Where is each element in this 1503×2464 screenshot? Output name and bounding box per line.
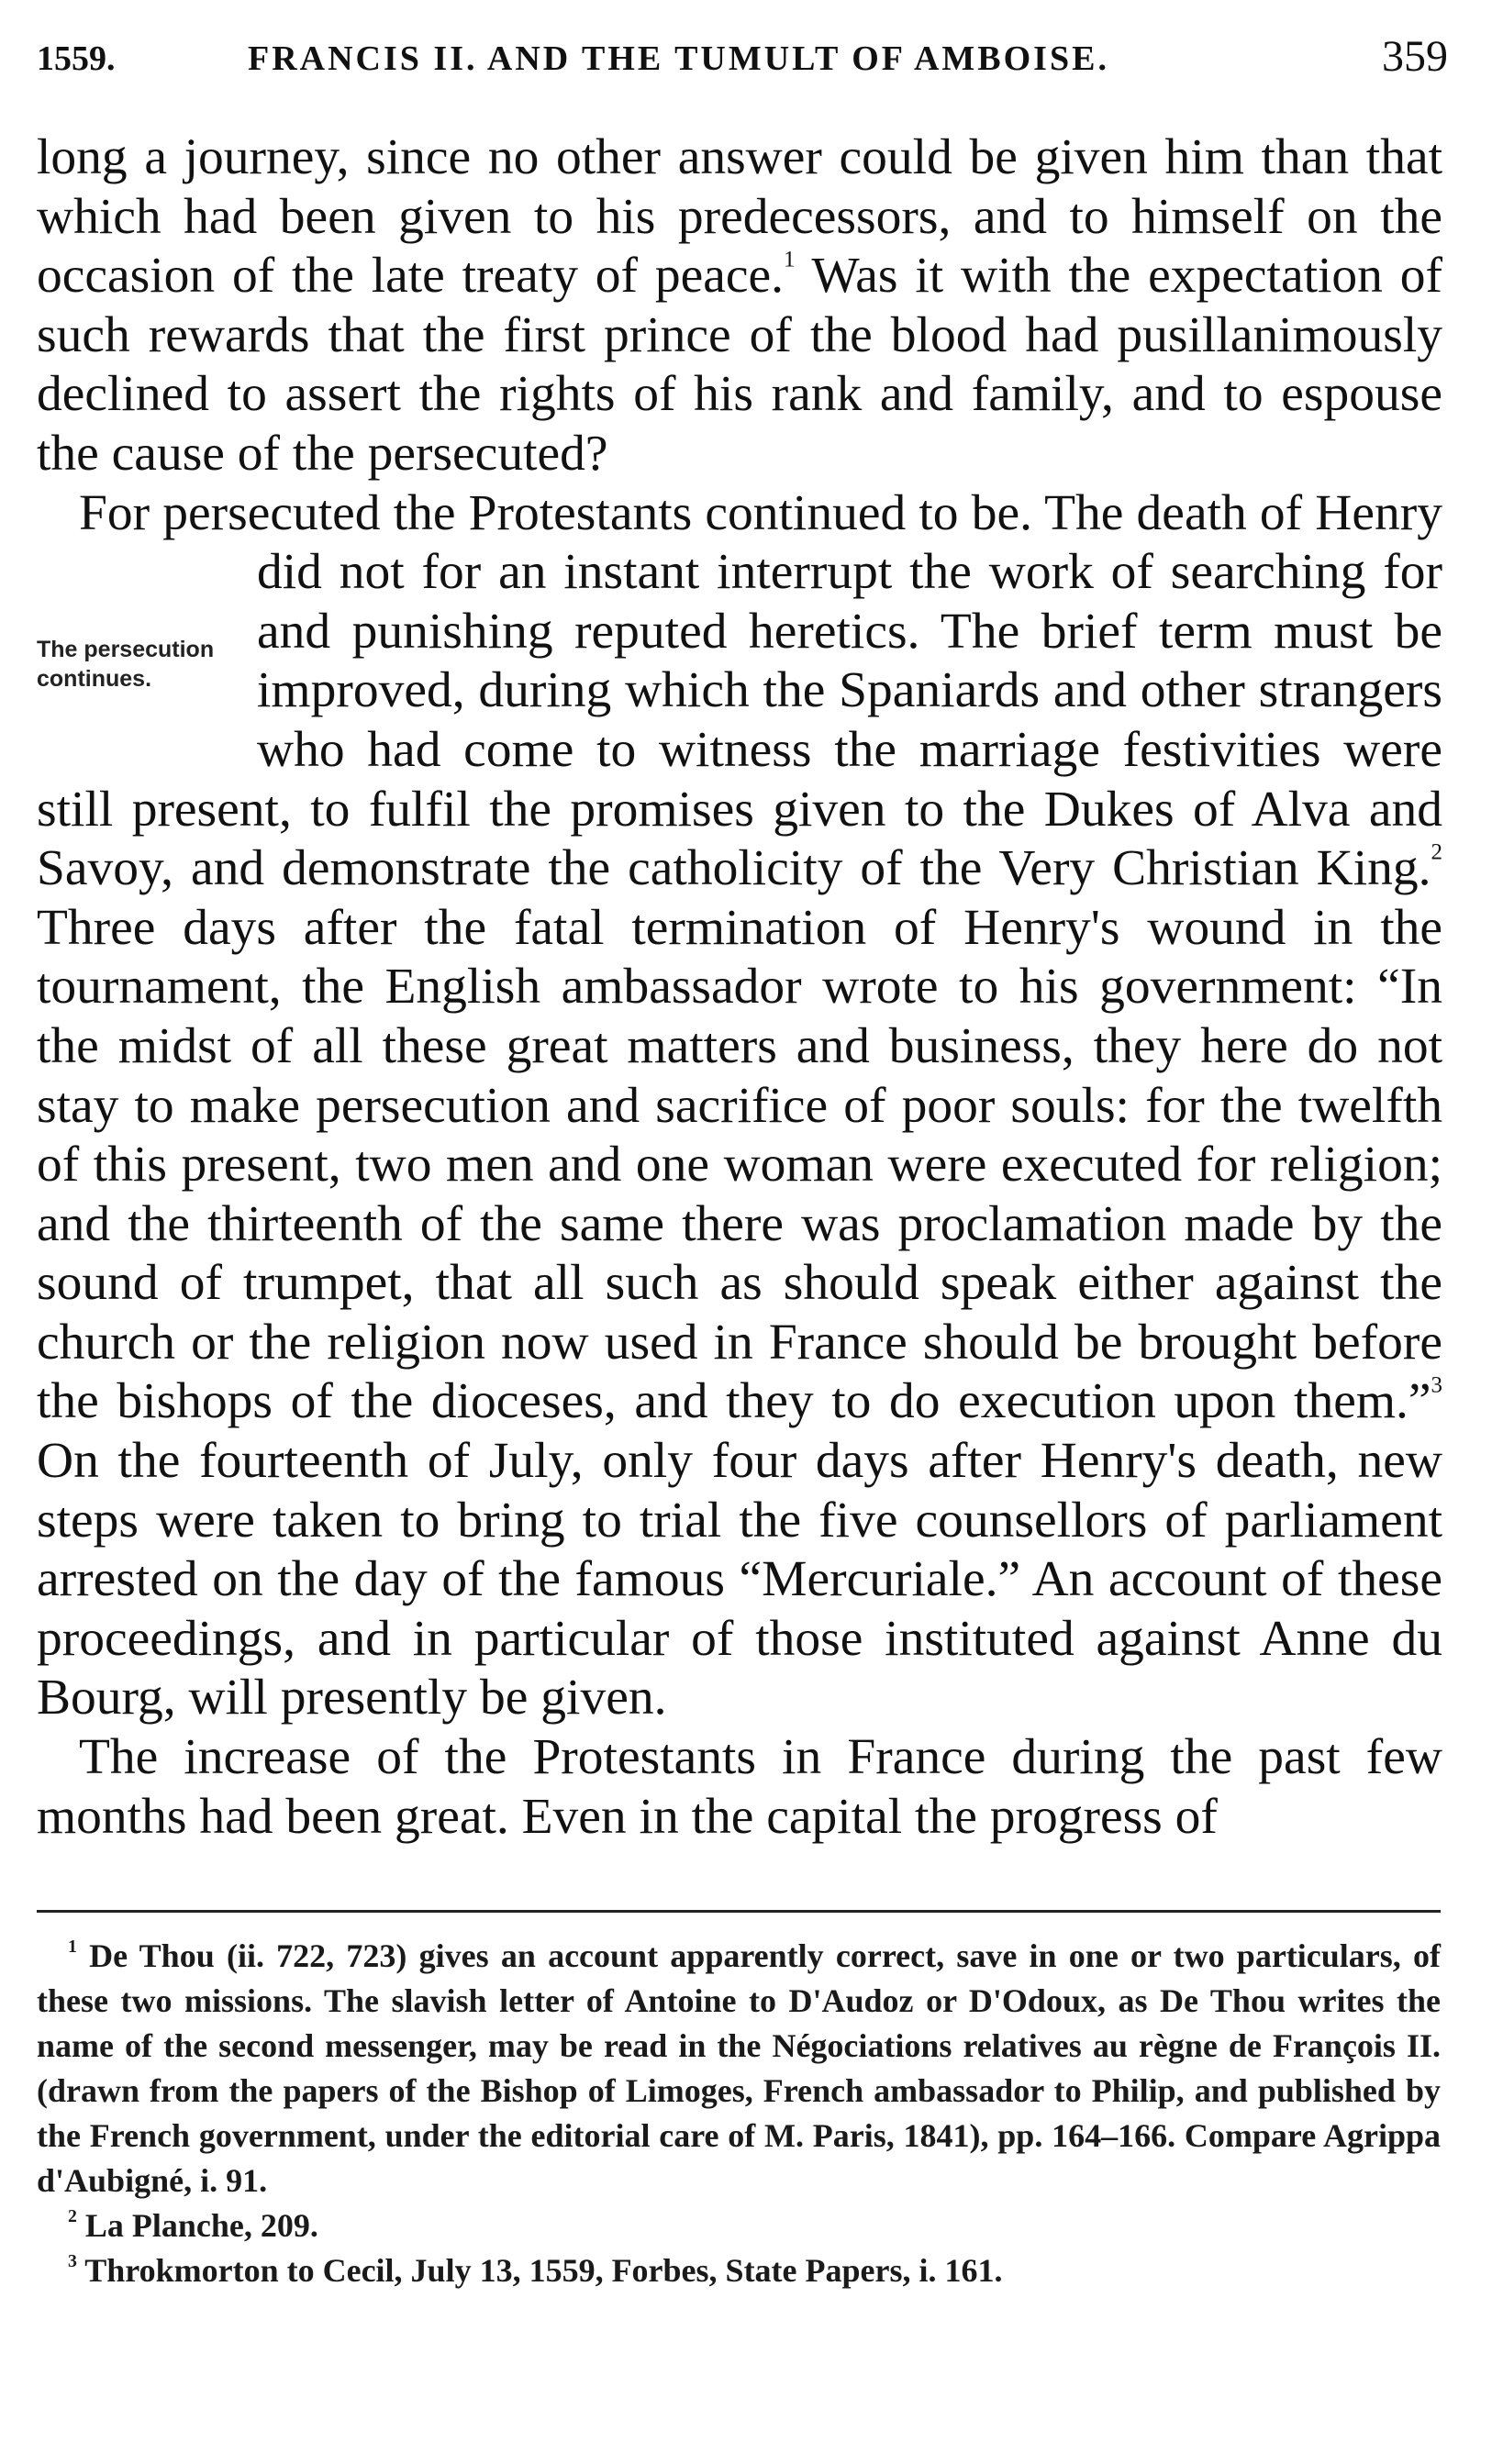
paragraph-1-text-a: long a journey, since no other answer could be given him than that which had been given to his predecessors, and to himself on the occasion of the late treaty of peace. xyxy=(37,129,1442,305)
running-header xyxy=(37,28,1448,83)
margin-note-space xyxy=(37,543,257,721)
paragraph-2-text-d: On the fourteenth of July, only four days after Henry's death, new steps were taken to bring to trial the five counsellors of parliament arrested on the day of the famous “Mercuriale.” An account of these proceedings, and in particular of those instituted against Anne du Bourg, will presently be given. xyxy=(37,1433,1442,1726)
paragraph-2 xyxy=(37,484,1442,1728)
footnote-1-mark: 1 xyxy=(68,1937,77,1958)
footnote-2-text: La Planche, 209. xyxy=(76,2207,318,2244)
footnote-3 xyxy=(37,2248,1441,2293)
paragraph-2-text-b: for and punishing reputed heretics. The brief term must be improved, during which the Spaniards and other strangers who had come to witness the marriage festivities were still present, to fulfil the promises given to the Dukes of Alva and Savoy, and demonstrate the catholicity of the Very Christian King. xyxy=(37,544,1442,897)
footnote-ref-3: 3 xyxy=(1431,1373,1442,1398)
footnote-divider xyxy=(37,1910,1441,1913)
margin-note: The persecution continues. xyxy=(37,637,215,692)
paragraph-2-text-c: Three days after the fatal termination of Henry's wound in the tournament, the English ambassador wrote to his government: “In the midst of all these great matters and business, they here do not stay to make persecution and sacrifice of poor souls: for the twelfth of this present, two men and one woman were executed for religion; and the thirteenth of the same there was proclamation made by the sound of trumpet, that all such as should speak either against the church or the religion now used in France should be brought before the bishops of the dioceses, and they to do execution upon them.” xyxy=(37,899,1442,1430)
footnote-3-text: Throkmorton to Cecil, July 13, 1559, Forbes, State Papers, i. 161. xyxy=(76,2252,1003,2289)
footnote-ref-1: 1 xyxy=(784,247,796,272)
header-title: FRANCIS II. AND THE TUMULT OF AMBOISE. xyxy=(248,39,1109,78)
footnote-3-mark: 3 xyxy=(68,2251,77,2272)
paragraph-1-text-b: Was it with the expectation of such rewards that the first prince of the blood had pusillanimously declined to assert the rights of his rank and family, and to espouse the cause of the persecuted? xyxy=(37,248,1442,482)
footnote-1-text: De Thou (ii. 722, 723) gives an account apparently correct, save in one or two particulars, of these two missions. The slavish letter of Antoine to D'Audoz or D'Odoux, as De Thou writes the name of the second messenger, may be read in the Négociations relatives au règne de François II. (drawn from the papers of the Bishop of Limoges, French ambassador to Philip, and published by the French government, under the editorial care of M. Paris, 1841), pp. 164–166. Compare Agrippa d'Aubigné, i. 91. xyxy=(37,1937,1441,2199)
paragraph-3: The increase of the Protestants in France during the past few months had been great. Even in the capital the progress of xyxy=(37,1729,1442,1845)
footnote-ref-2: 2 xyxy=(1431,839,1442,865)
footnotes xyxy=(37,1934,1441,2293)
page-number: 359 xyxy=(1382,32,1448,81)
footnote-1 xyxy=(37,1934,1441,2203)
footnote-2-mark: 2 xyxy=(68,2206,77,2227)
footnote-2 xyxy=(37,2203,1441,2248)
paragraph-2-text-a: For persecuted the Protestants continued to be. The death of Henry did not for an instant interrupt the work of searching xyxy=(79,484,1442,601)
paragraph-1 xyxy=(37,128,1442,484)
body-text xyxy=(37,128,1442,1847)
header-year: 1559. xyxy=(37,39,116,78)
